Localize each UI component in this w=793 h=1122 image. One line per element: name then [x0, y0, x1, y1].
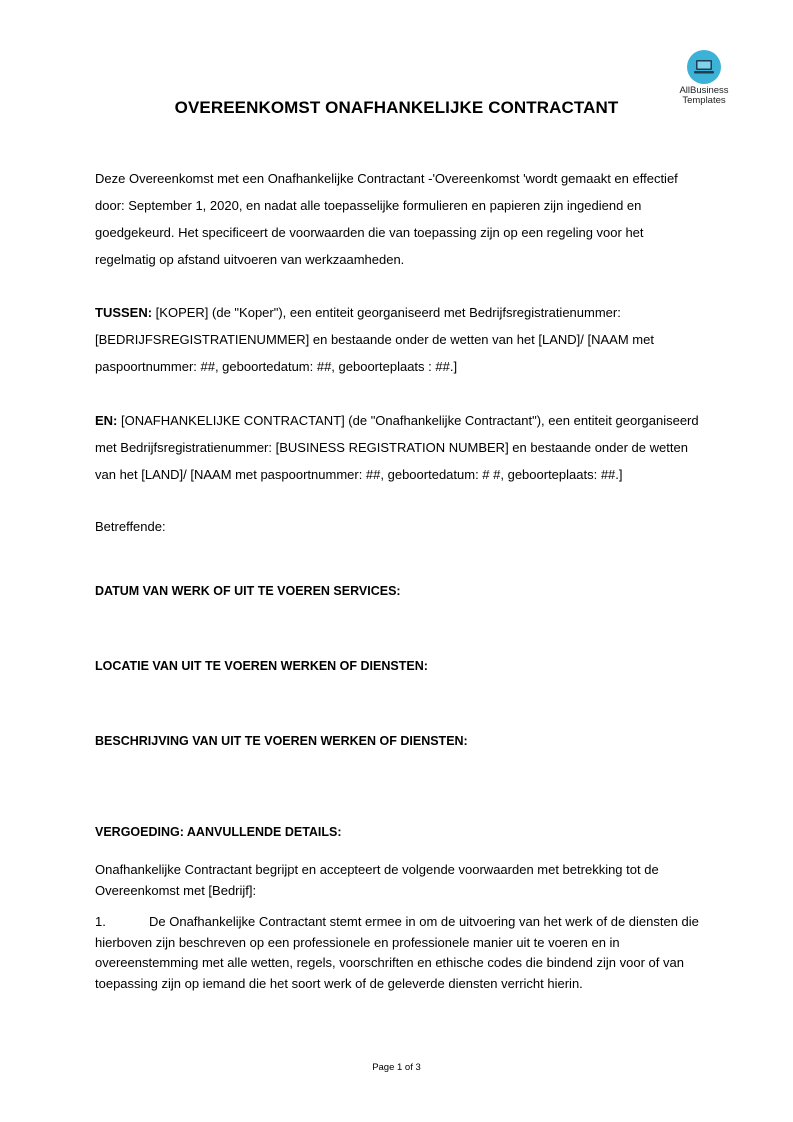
- page-number: Page 1 of 3: [372, 1062, 421, 1073]
- heading-vergoeding: VERGOEDING: AANVULLENDE DETAILS:: [95, 825, 342, 839]
- document-title: OVEREENKOMST ONAFHANKELIJKE CONTRACTANT: [174, 98, 619, 117]
- en-paragraph: [95, 407, 705, 488]
- en-text: [ONAFHANKELIJKE CONTRACTANT] (de "Onafhankelijke Contractant"), een entiteit georganiseerd met Bedrijfsregistratienummer: [BUSINESS REGISTRATION NUMBER] en bestaande onder de wetten van het [LAND]/ [NAAM met paspoortnummer: ##, geboortedatum: # #, geboorteplaats: ##.]: [95, 413, 699, 482]
- heading-locatie: LOCATIE VAN UIT TE VOEREN WERKEN OF DIENSTEN:: [95, 659, 428, 673]
- intro-paragraph: Deze Overeenkomst met een Onafhankelijke Contractant -'Overeenkomst 'wordt gemaakt en effectief door: September 1, 2020, en nadat alle toepasselijke formulieren en papieren zijn ingediend en goedgekeurd. Het specificeert de voorwaarden die van toepassing zijn op een regeling voor het regelmatig op afstand uitvoeren van werkzaamheden.: [95, 171, 678, 267]
- heading-datum: DATUM VAN WERK OF UIT TE VOEREN SERVICES:: [95, 584, 401, 598]
- list-item-1: [95, 912, 705, 994]
- tussen-text: [KOPER] (de "Koper"), een entiteit georganiseerd met Bedrijfsregistratienummer: [BEDRIJFSREGISTRATIENUMMER] en bestaande onder de wetten van het [LAND]/ [NAAM met paspoortnummer: ##, geboortedatum: ##, geboorteplaats : ##.]: [95, 305, 654, 374]
- logo-line1: AllBusiness: [679, 85, 729, 96]
- accept-paragraph: Onafhankelijke Contractant begrijpt en accepteert de volgende voorwaarden met betrekking tot de Overeenkomst met [Bedrijf]:: [95, 862, 659, 898]
- heading-beschrijving: BESCHRIJVING VAN UIT TE VOEREN WERKEN OF DIENSTEN:: [95, 734, 468, 748]
- tussen-paragraph: [95, 299, 705, 380]
- list-item-number: 1.: [95, 914, 106, 929]
- logo-line2: Templates: [682, 95, 726, 106]
- betreffende-text: Betreffende:: [95, 519, 166, 534]
- en-label: EN:: [95, 413, 118, 428]
- list-item-text: De Onafhankelijke Contractant stemt ermee in om de uitvoering van het werk of de diensten die hierboven zijn beschreven op een professionele en professionele manier uit te voeren en in overeenstemming met alle wetten, regels, voorschriften en ethische codes die bindend zijn voor of van toepassing zijn op iemand die het soort werk of de geleverde diensten verricht hierin.: [95, 914, 699, 991]
- tussen-label: TUSSEN:: [95, 305, 153, 320]
- laptop-icon: [687, 50, 721, 84]
